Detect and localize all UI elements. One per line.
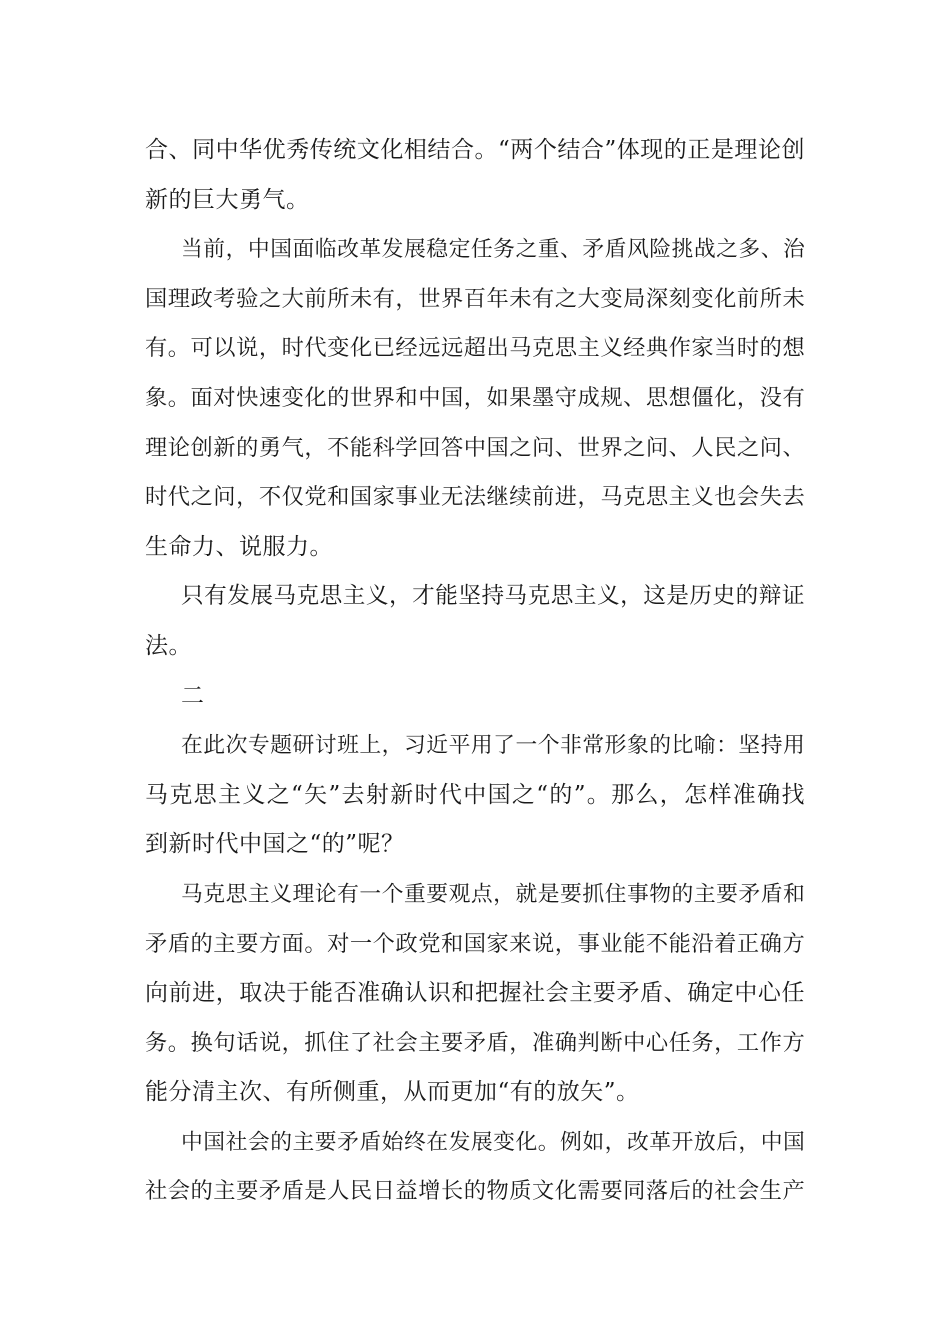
text-line: 当前，中国面临改革发展稳定任务之重、矛盾风险挑战之多、治 <box>181 237 806 263</box>
text-line: 只有发展马克思主义，才能坚持马克思主义，这是历史的辩证 <box>181 583 805 610</box>
text-line: 新的巨大勇气。 <box>145 186 310 213</box>
text-line: 法。 <box>145 632 192 659</box>
text-line: 理论创新的勇气，不能科学回答中国之问、世界之问、人民之问、 <box>145 434 806 461</box>
text-line: 到新时代中国之“的”呢？ <box>145 831 405 858</box>
document-body <box>145 126 805 1217</box>
text-line: 向前进，取决于能否准确认识和把握社会主要矛盾、确定中心任 <box>145 980 805 1007</box>
text-line: 象。面对快速变化的世界和中国，如果墨守成规、思想僵化，没有 <box>145 384 806 411</box>
section-number: 二 <box>181 682 205 709</box>
paragraph-7 <box>145 1118 805 1217</box>
section-heading <box>145 672 805 722</box>
paragraph-1 <box>145 126 805 225</box>
text-line: 能分清主次、有所侧重，从而更加“有的放矢”。 <box>145 1079 640 1106</box>
text-line: 社会的主要矛盾是人民日益增长的物质文化需要同落后的社会生产 <box>145 1178 806 1205</box>
text-line: 时代之问，不仅党和国家事业无法继续前进，马克思主义也会失去 <box>145 484 806 511</box>
paragraph-6 <box>145 870 805 1118</box>
text-line: 国理政考验之大前所未有，世界百年未有之大变局深刻变化前所未 <box>145 285 806 312</box>
text-line: 在此次专题研讨班上，习近平用了一个非常形象的比喻：坚持用 <box>181 733 806 759</box>
text-line: 有。可以说，时代变化已经远远超出马克思主义经典作家当时的想 <box>145 335 806 362</box>
text-line: 马克思主义理论有一个重要观点，就是要抓住事物的主要矛盾和 <box>181 881 806 907</box>
text-line: 马克思主义之“矢”去射新时代中国之“的”。那么，怎样准确找 <box>145 781 805 808</box>
text-line: 矛盾的主要方面。对一个政党和国家来说，事业能不能沿着正确方 <box>145 930 806 957</box>
paragraph-5 <box>145 721 805 870</box>
text-line: 中国社会的主要矛盾始终在发展变化。例如，改革开放后，中国 <box>181 1129 806 1155</box>
paragraph-3 <box>145 572 805 671</box>
text-line: 生命力、说服力。 <box>145 533 333 560</box>
text-line: 务。换句话说，抓住了社会主要矛盾，准确判断中心任务，工作方 <box>145 1029 806 1056</box>
text-line: 合、同中华优秀传统文化相结合。“两个结合”体现的正是理论创 <box>145 137 805 163</box>
paragraph-2 <box>145 225 805 572</box>
